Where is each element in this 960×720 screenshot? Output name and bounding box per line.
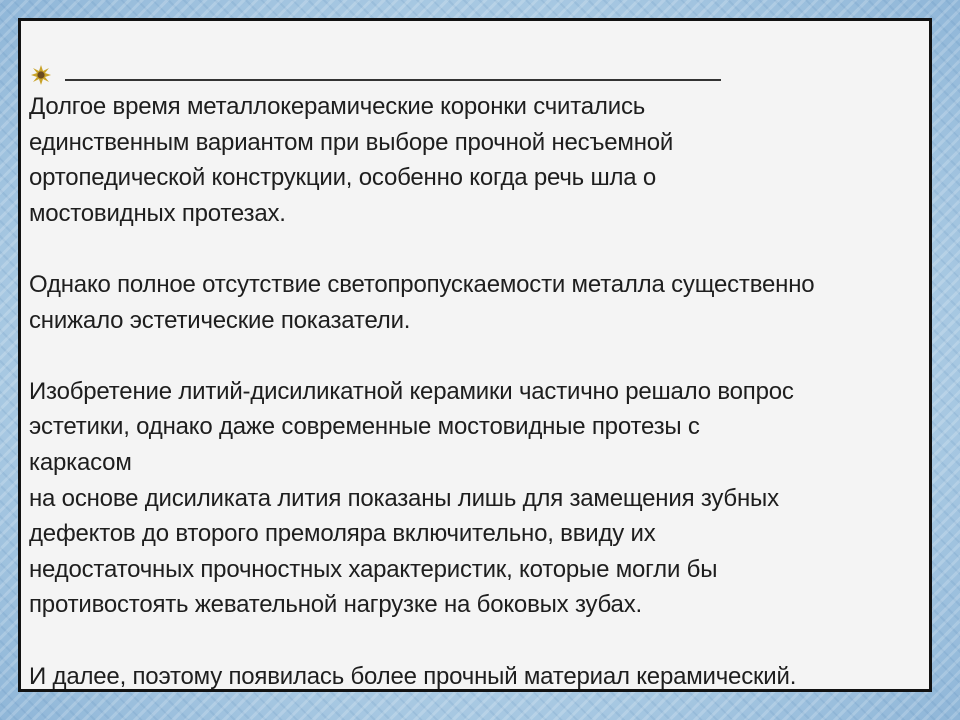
paragraph-line: на основе дисиликата лития показаны лишь для замещения зубных (29, 484, 779, 512)
paragraph-line: снижало эстетические показатели. (29, 306, 411, 334)
paragraph-line: Однако полное отсутствие светопропускаемости металла существенно (29, 270, 815, 298)
slide-content-panel (18, 18, 932, 692)
paragraph-2 (29, 267, 923, 338)
paragraph-line: мостовидных протезах. (29, 199, 286, 227)
paragraph-1 (29, 89, 923, 231)
paragraph-line: недостаточных прочностных характеристик, которые могли бы (29, 555, 718, 583)
paragraph-line: каркасом (29, 448, 132, 476)
starburst-icon (31, 65, 51, 85)
paragraph-line: противостоять жевательной нагрузке на боковых зубах. (29, 591, 642, 619)
slide-body (29, 61, 923, 692)
paragraph-line: И далее, поэтому появилась более прочный материал керамический. (29, 662, 797, 690)
paragraph-line: единственным вариантом при выборе прочной несъемной (29, 128, 674, 156)
paragraph-line: Долгое время металлокерамические коронки считались (29, 93, 646, 120)
paragraph-3 (29, 374, 923, 623)
paragraph-line: ортопедической конструкции, особенно когда речь шла о (29, 164, 657, 192)
paragraph-gap (29, 623, 923, 659)
paragraph-line: Изобретение литий-дисиликатной керамики частично решало вопрос (29, 377, 794, 405)
paragraph-gap (29, 338, 923, 374)
paragraph-4 (29, 659, 923, 693)
paragraph-gap (29, 231, 923, 267)
bullet-line (29, 61, 923, 89)
paragraph-line: эстетики, однако даже современные мостовидные протезы с (29, 413, 700, 441)
paragraph-line: дефектов до второго премоляра включительно, ввиду их (29, 520, 656, 548)
blank-underline (65, 79, 721, 81)
